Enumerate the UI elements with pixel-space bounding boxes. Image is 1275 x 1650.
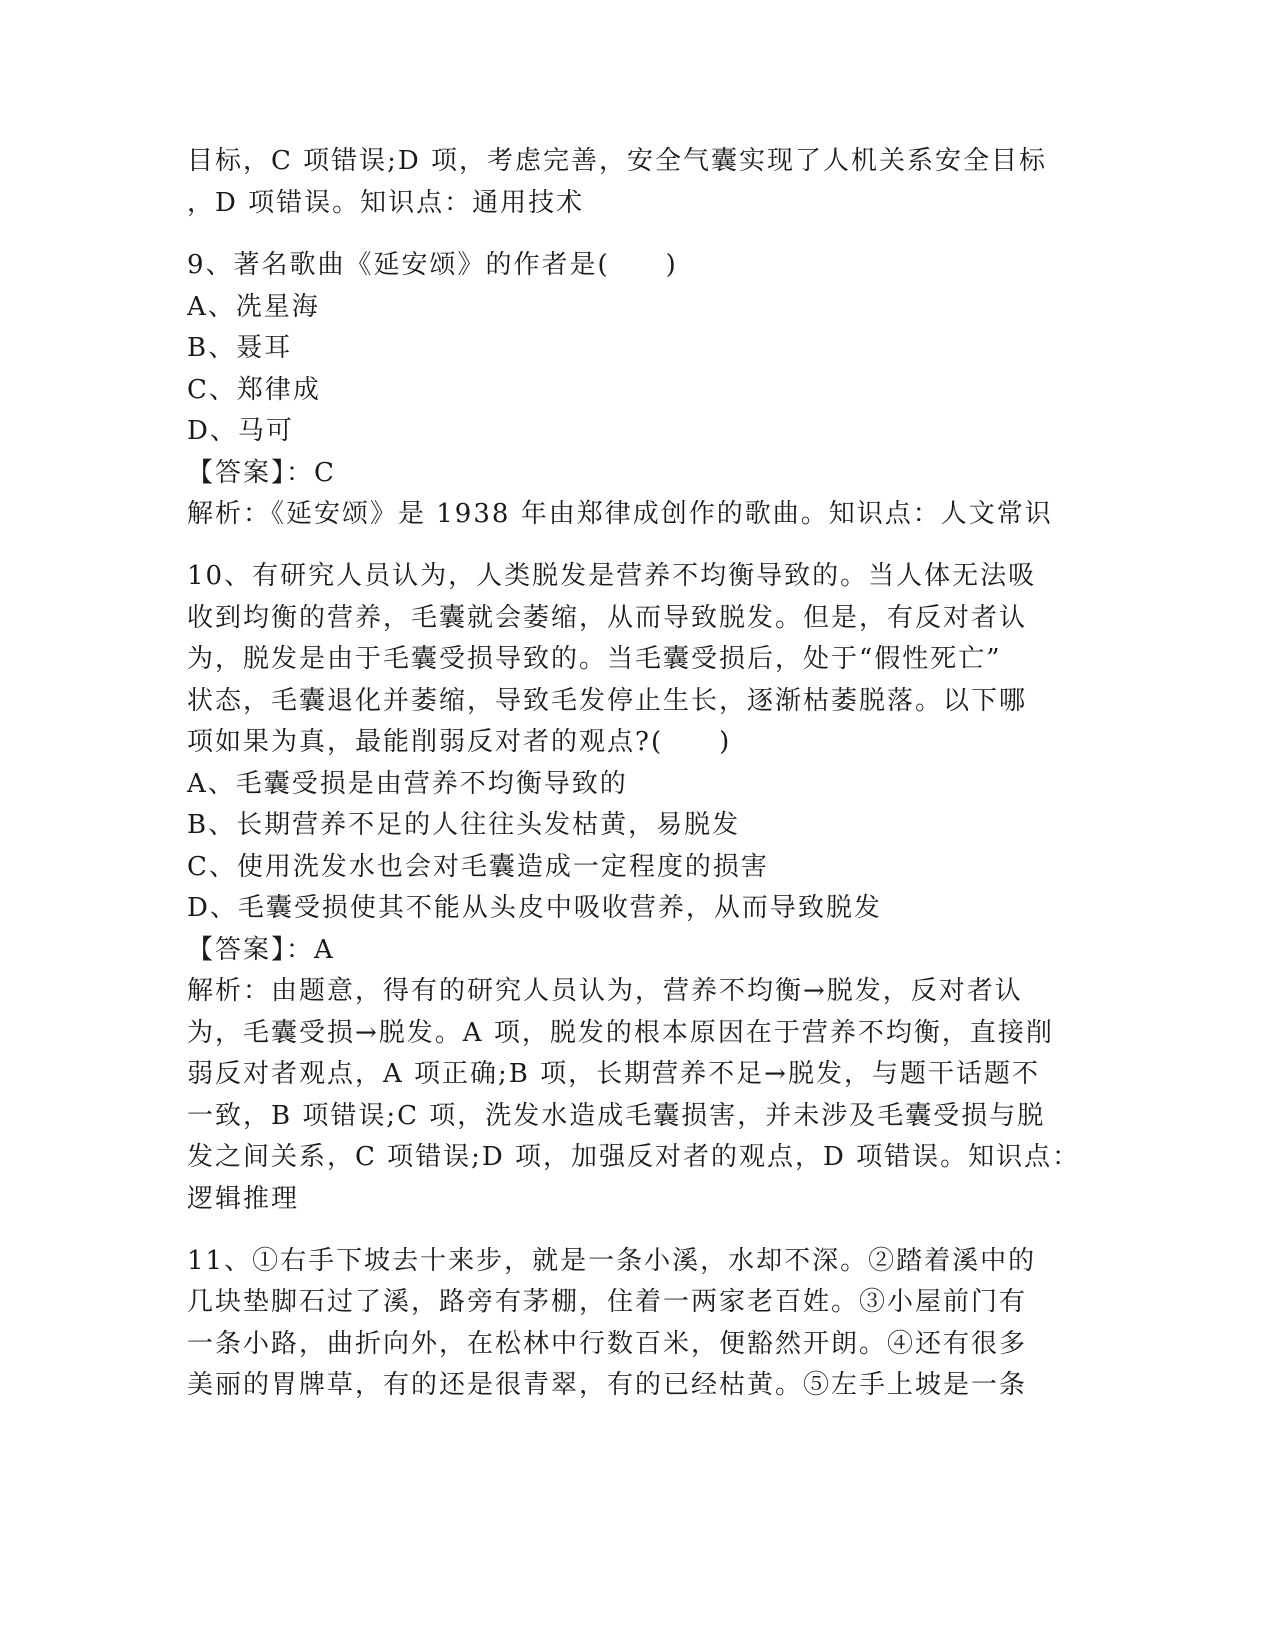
q10-analysis-line: 为，毛囊受损→脱发。A 项，脱发的根本原因在于营养不均衡，直接削 <box>187 1018 1054 1048</box>
q10-analysis-line: 发之间关系，C 项错误;D 项，加强反对者的观点，D 项错误。知识点： <box>187 1142 1081 1172</box>
q10-option-c: C、使用洗发水也会对毛囊造成一定程度的损害 <box>187 852 769 882</box>
prev-answer-line: ，D 项错误。知识点：通用技术 <box>187 188 585 218</box>
q10-stem-line: 收到均衡的营养，毛囊就会萎缩，从而导致脱发。但是，有反对者认 <box>187 603 1028 633</box>
q10-analysis-line: 解析：由题意，得有的研究人员认为，营养不均衡→脱发，反对者认 <box>187 976 1023 1006</box>
q10-option-b: B、长期营养不足的人往往头发枯黄，易脱发 <box>187 810 741 840</box>
q10-stem-line: 项如果为真，最能削弱反对者的观点?( ) <box>187 727 732 757</box>
q10-option-d: D、毛囊受损使其不能从头皮中吸收营养，从而导致脱发 <box>187 893 882 923</box>
q10-analysis-line: 逻辑推理 <box>187 1184 300 1214</box>
q9-option-a: A、冼星海 <box>187 292 320 322</box>
q11-stem-line: 几块垫脚石过了溪，路旁有茅棚，住着一两家老百姓。③小屋前门有 <box>187 1287 1028 1317</box>
q10-stem-line: 为，脱发是由于毛囊受损导致的。当毛囊受损后，处于“假性死亡” <box>187 644 1002 674</box>
q10-analysis-line: 一致，B 项错误;C 项，洗发水造成毛囊损害，并未涉及毛囊受损与脱 <box>187 1101 1046 1131</box>
q10-analysis-line: 弱反对者观点，A 项正确;B 项，长期营养不足→脱发，与题干话题不 <box>187 1059 1040 1089</box>
q10-answer: 【答案】：A <box>187 935 335 965</box>
q9-option-b: B、聂耳 <box>187 333 293 363</box>
q9-analysis: 解析：《延安颂》是 1938 年由郑律成创作的歌曲。知识点：人文常识 <box>187 499 1053 529</box>
q10-stem-line: 10、有研究人员认为，人类脱发是营养不均衡导致的。当人体无法吸 <box>187 561 1037 591</box>
q9-stem: 9、著名歌曲《延安颂》的作者是( ) <box>187 250 678 280</box>
q10-option-a: A、毛囊受损是由营养不均衡导致的 <box>187 769 628 799</box>
q9-option-c: C、郑律成 <box>187 375 321 405</box>
q10-stem-line: 状态，毛囊退化并萎缩，导致毛发停止生长，逐渐枯萎脱落。以下哪 <box>187 686 1028 716</box>
q11-stem-line: 11、①右手下坡去十来步，就是一条小溪，水却不深。②踏着溪中的 <box>187 1246 1037 1276</box>
q11-stem-line: 美丽的胃牌草，有的还是很青翠，有的已经枯黄。⑤左手上坡是一条 <box>187 1370 1028 1400</box>
q9-answer: 【答案】：C <box>187 458 336 488</box>
q9-option-d: D、马可 <box>187 416 294 446</box>
prev-answer-line: 目标，C 项错误;D 项，考虑完善，安全气囊实现了人机关系安全目标 <box>187 146 1048 176</box>
q11-stem-line: 一条小路，曲折向外，在松林中行数百米，便豁然开朗。④还有很多 <box>187 1329 1028 1359</box>
